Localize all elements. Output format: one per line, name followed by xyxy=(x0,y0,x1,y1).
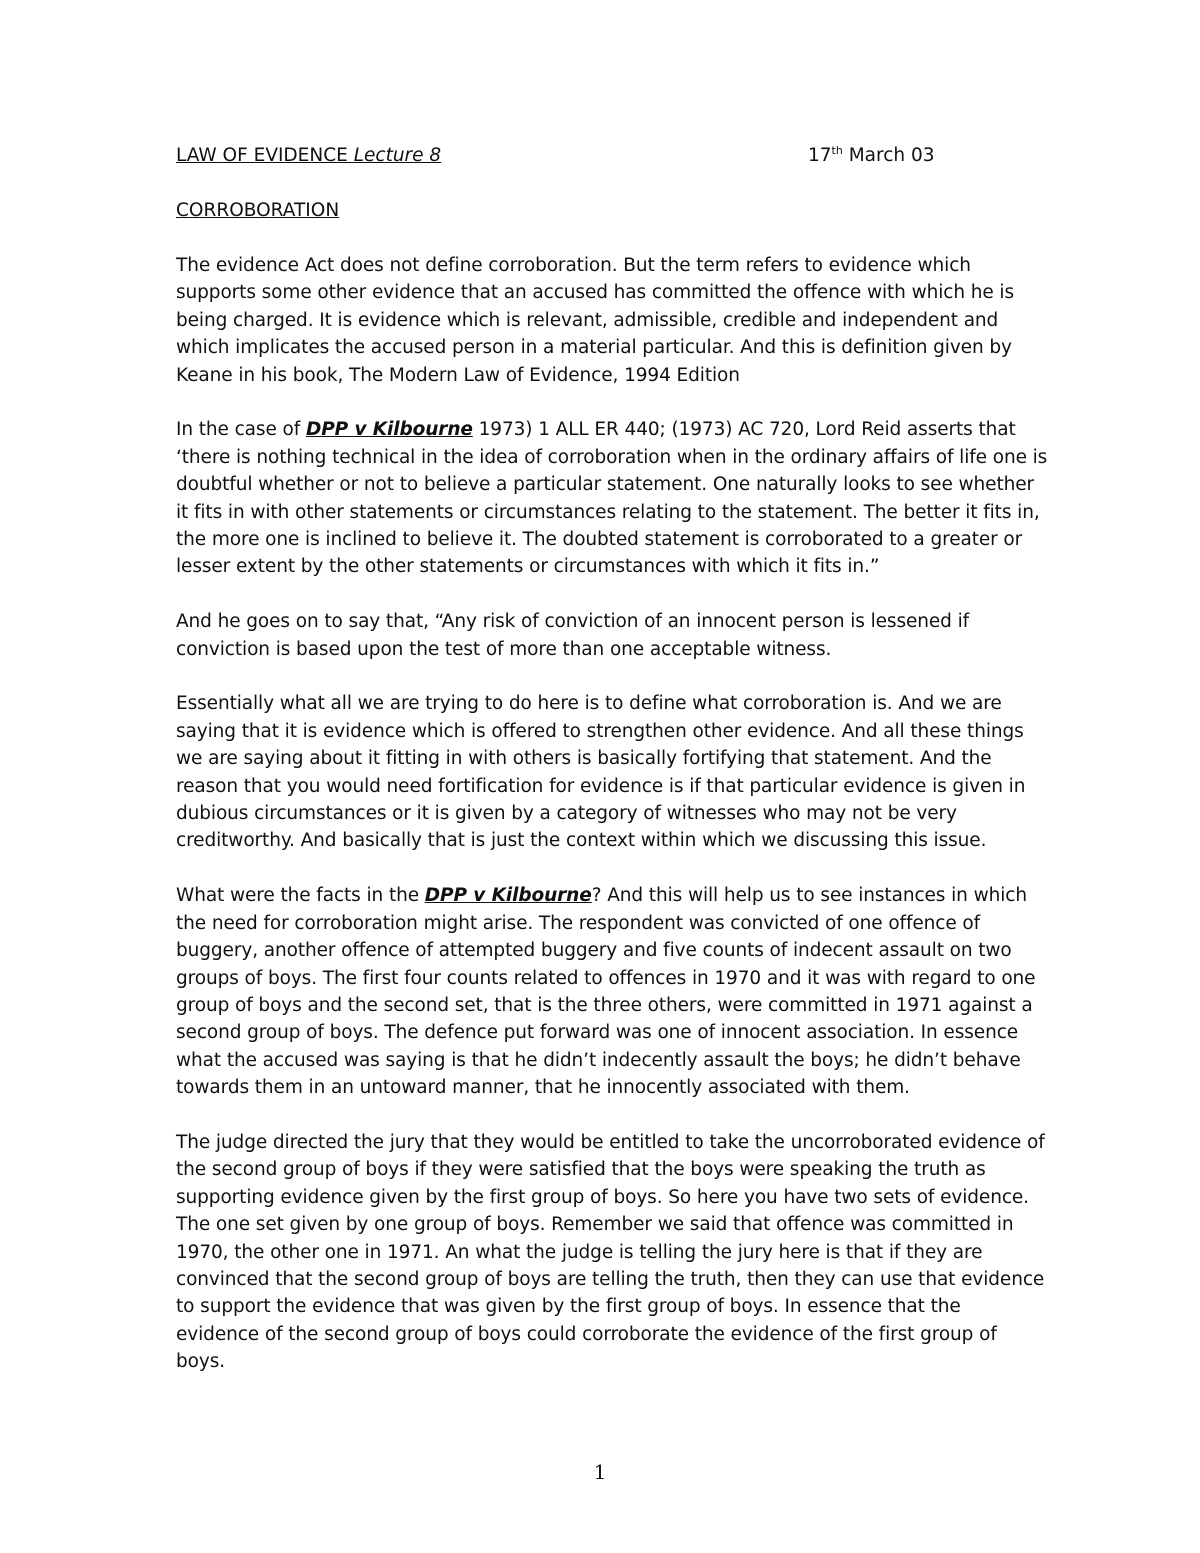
case-reference: DPP v Kilbourne xyxy=(305,419,473,441)
date-suffix: th xyxy=(831,143,843,157)
title-main: LAW OF EVIDENCE xyxy=(176,145,348,166)
paragraph-text: What were the facts in the xyxy=(176,885,425,907)
paragraph-lord-reid xyxy=(176,416,1048,580)
paragraph-text: 1973) 1 ALL ER 440; (1973) AC 720, Lord Reid asserts that ‘there is nothing technical in the idea of corroboration when in the ordinary affairs of life one is doubtful whether or not to believe a particular statement. One naturally looks to see whether it fits in with other statements or circumstances relating to the statement. The better it fits in, the more one is inclined to believe it. The doubted statement is corroborated to a greater or lesser extent by the other statements or circumstances with which it fits in.” xyxy=(176,419,1048,578)
document-title xyxy=(176,142,441,169)
date-day: 17 xyxy=(808,145,832,166)
paragraph-text: ? And this will help us to see instances in which the need for corroboration might arise. The respondent was convicted of one offence of buggery, another offence of attempted buggery and five counts of indecent assault on two groups of boys. The first four counts related to offences in 1970 and it was with regard to one group of boys and the second set, that is the three others, were committed in 1971 against a second group of boys. The defence put forward was one of innocent association. In essence what the accused was saying is that he didn’t indecently assault the boys; he didn’t behave towards them in an untoward manner, that he innocently associated with them. xyxy=(176,885,1036,1099)
paragraph-facts xyxy=(176,882,1048,1101)
paragraph-text: In the case of xyxy=(176,419,306,441)
page-number: 1 xyxy=(593,1460,607,1484)
paragraph-definition: The evidence Act does not define corroboration. But the term refers to evidence which supports some other evidence that an accused has committed the offence with which he is being charged. It is evidence which is relevant, admissible, credible and independent and which implicates the accused person in a material particular. And this is definition given by Keane in his book, The Modern Law of Evidence, 1994 Edition xyxy=(176,255,1015,386)
document-header xyxy=(176,142,976,172)
case-reference: DPP v Kilbourne xyxy=(424,885,592,907)
paragraph-essentially: Essentially what all we are trying to do here is to define what corroboration is. And we are saying that it is evidence which is offered to strengthen other evidence. And all these things we are saying about it fitting in with others is basically fortifying that statement. And the reason that you would need fortification for evidence is if that particular evidence is given in dubious circumstances or it is given by a category of witnesses who may not be very creditworthy. And basically that is just the context within which we discussing this issue. xyxy=(176,693,1026,852)
date-rest: March 03 xyxy=(842,145,935,166)
document-body xyxy=(176,252,1048,1403)
paragraph-judge-direction: The judge directed the jury that they would be entitled to take the uncorroborated evidence of the second group of boys if they were satisfied that the boys were speaking the truth as supporting evidence given by the first group of boys. So here you have two sets of evidence. The one set given by one group of boys. Remember we said that offence was committed in 1970, the other one in 1971. An what the judge is telling the jury here is that if they are convinced that the second group of boys are telling the truth, then they can use that evidence to support the evidence that was given by the first group of boys. In essence that the evidence of the second group of boys could corroborate the evidence of the first group of boys. xyxy=(176,1131,1045,1373)
paragraph-risk-of-conviction: And he goes on to say that, “Any risk of conviction of an innocent person is lessened if conviction is based upon the test of more than one acceptable witness. xyxy=(176,611,970,660)
lecture-date xyxy=(808,142,935,169)
section-heading: CORROBORATION xyxy=(176,200,340,221)
title-lecture: Lecture 8 xyxy=(353,145,442,166)
